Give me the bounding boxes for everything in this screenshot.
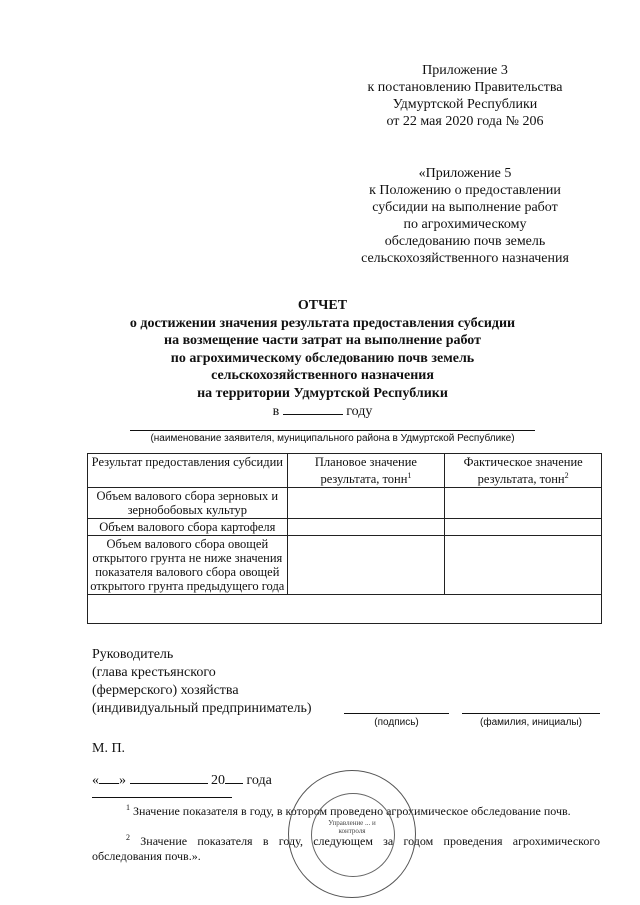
table-row xyxy=(88,536,602,595)
signature-block xyxy=(92,646,312,718)
year-blank[interactable] xyxy=(283,402,343,415)
table-row-label: Объем валового сбора овощей открытого грунта не ниже значения показателя валового сбора овощей открытого грунта предыдущего года xyxy=(88,536,288,595)
table-header-row xyxy=(88,454,602,488)
table-header-cell: Плановое значение результата, тонн$^1$ xyxy=(287,454,445,488)
report-year-line xyxy=(60,402,585,421)
table-empty-cell[interactable] xyxy=(88,595,602,624)
table-row xyxy=(88,488,602,519)
footnote-mark: 2 xyxy=(126,833,130,842)
name-field[interactable] xyxy=(462,713,600,714)
appendix-5-line: сельскохозяйственного назначения xyxy=(361,251,569,266)
report-title xyxy=(60,297,585,421)
applicant-caption: (наименование заявителя, муниципального района в Удмуртской Республике) xyxy=(150,433,515,444)
table-row-label: Объем валового сбора картофеля xyxy=(88,519,288,536)
name-caption: (фамилия, инициалы) xyxy=(480,717,582,728)
footnote-text: Значение показателя в году, в котором проведено агрохимическое обследование почв. xyxy=(133,804,571,818)
appendix-3-line: от 22 мая 2020 года № 206 xyxy=(386,114,544,129)
appendix-5-line: обследованию почв земель xyxy=(384,234,546,249)
stamp-inner-ring xyxy=(311,793,395,877)
signature-caption: (подпись) xyxy=(374,717,419,728)
appendix-5-line: к Положению о предоставлении xyxy=(369,183,561,198)
appendix-3-line: к постановлению Правительства xyxy=(367,80,563,95)
results-table xyxy=(87,453,602,624)
planned-value-cell[interactable] xyxy=(287,536,445,595)
year-digits-blank[interactable] xyxy=(225,771,243,784)
date-line xyxy=(92,771,272,790)
footnote-separator xyxy=(92,797,232,798)
appendix-5-line: по агрохимическому xyxy=(403,217,527,232)
table-row-label: Объем валового сбора зерновых и зернобобовых культур xyxy=(88,488,288,519)
signature-line: (фермерского) хозяйства xyxy=(92,683,239,698)
appendix-5-block xyxy=(330,165,600,267)
signature-field[interactable] xyxy=(344,713,449,714)
planned-value-cell[interactable] xyxy=(287,519,445,536)
actual-value-cell[interactable] xyxy=(445,488,602,519)
report-title-line: сельскохозяйственного назначения xyxy=(211,368,434,383)
footnote-text: Значение показателя в году, следующем за годом проведения агрохимического обследования почв.». xyxy=(92,834,600,863)
month-blank[interactable] xyxy=(130,771,208,784)
report-title-line: о достижении значения результата предоставления субсидии xyxy=(129,315,516,331)
mp-label: М. П. xyxy=(92,741,126,756)
report-title-line: по агрохимическому обследованию почв земель xyxy=(170,350,475,366)
official-stamp xyxy=(288,770,416,898)
appendix-3-line: Приложение 3 xyxy=(422,63,508,78)
table-empty-row xyxy=(88,595,602,624)
actual-value-cell[interactable] xyxy=(445,536,602,595)
day-blank[interactable] xyxy=(99,771,119,784)
report-heading: ОТЧЕТ xyxy=(297,298,348,313)
table-header-cell: Результат предоставления субсидии xyxy=(88,454,288,488)
applicant-field[interactable] xyxy=(130,430,535,431)
appendix-5-line: «Приложение 5 xyxy=(418,166,512,181)
appendix-3-block xyxy=(330,62,600,130)
report-title-line: на территории Удмуртской Республики xyxy=(197,385,448,401)
year-prefix: в xyxy=(272,404,280,419)
date-open-quote: « xyxy=(92,773,99,788)
date-suffix: года xyxy=(246,773,272,788)
report-title-line: на возмещение части затрат на выполнение работ xyxy=(164,333,481,348)
signature-line: (глава крестьянского xyxy=(92,665,216,680)
stamp-text: Управление ... и контроля xyxy=(328,819,376,835)
date-year-prefix: 20 xyxy=(211,773,225,788)
planned-value-cell[interactable] xyxy=(287,488,445,519)
table-row xyxy=(88,519,602,536)
signature-line: Руководитель xyxy=(92,647,174,662)
year-suffix: году xyxy=(346,404,373,419)
date-close-quote: » xyxy=(119,773,126,788)
table-header-cell: Фактическое значение результата, тонн$^2$ xyxy=(445,454,602,488)
appendix-5-line: субсидии на выполнение работ xyxy=(372,200,558,215)
appendix-3-line: Удмуртской Республики xyxy=(392,97,538,112)
footnote-mark: 1 xyxy=(126,803,130,812)
actual-value-cell[interactable] xyxy=(445,519,602,536)
signature-line: (индивидуальный предприниматель) xyxy=(92,701,312,716)
